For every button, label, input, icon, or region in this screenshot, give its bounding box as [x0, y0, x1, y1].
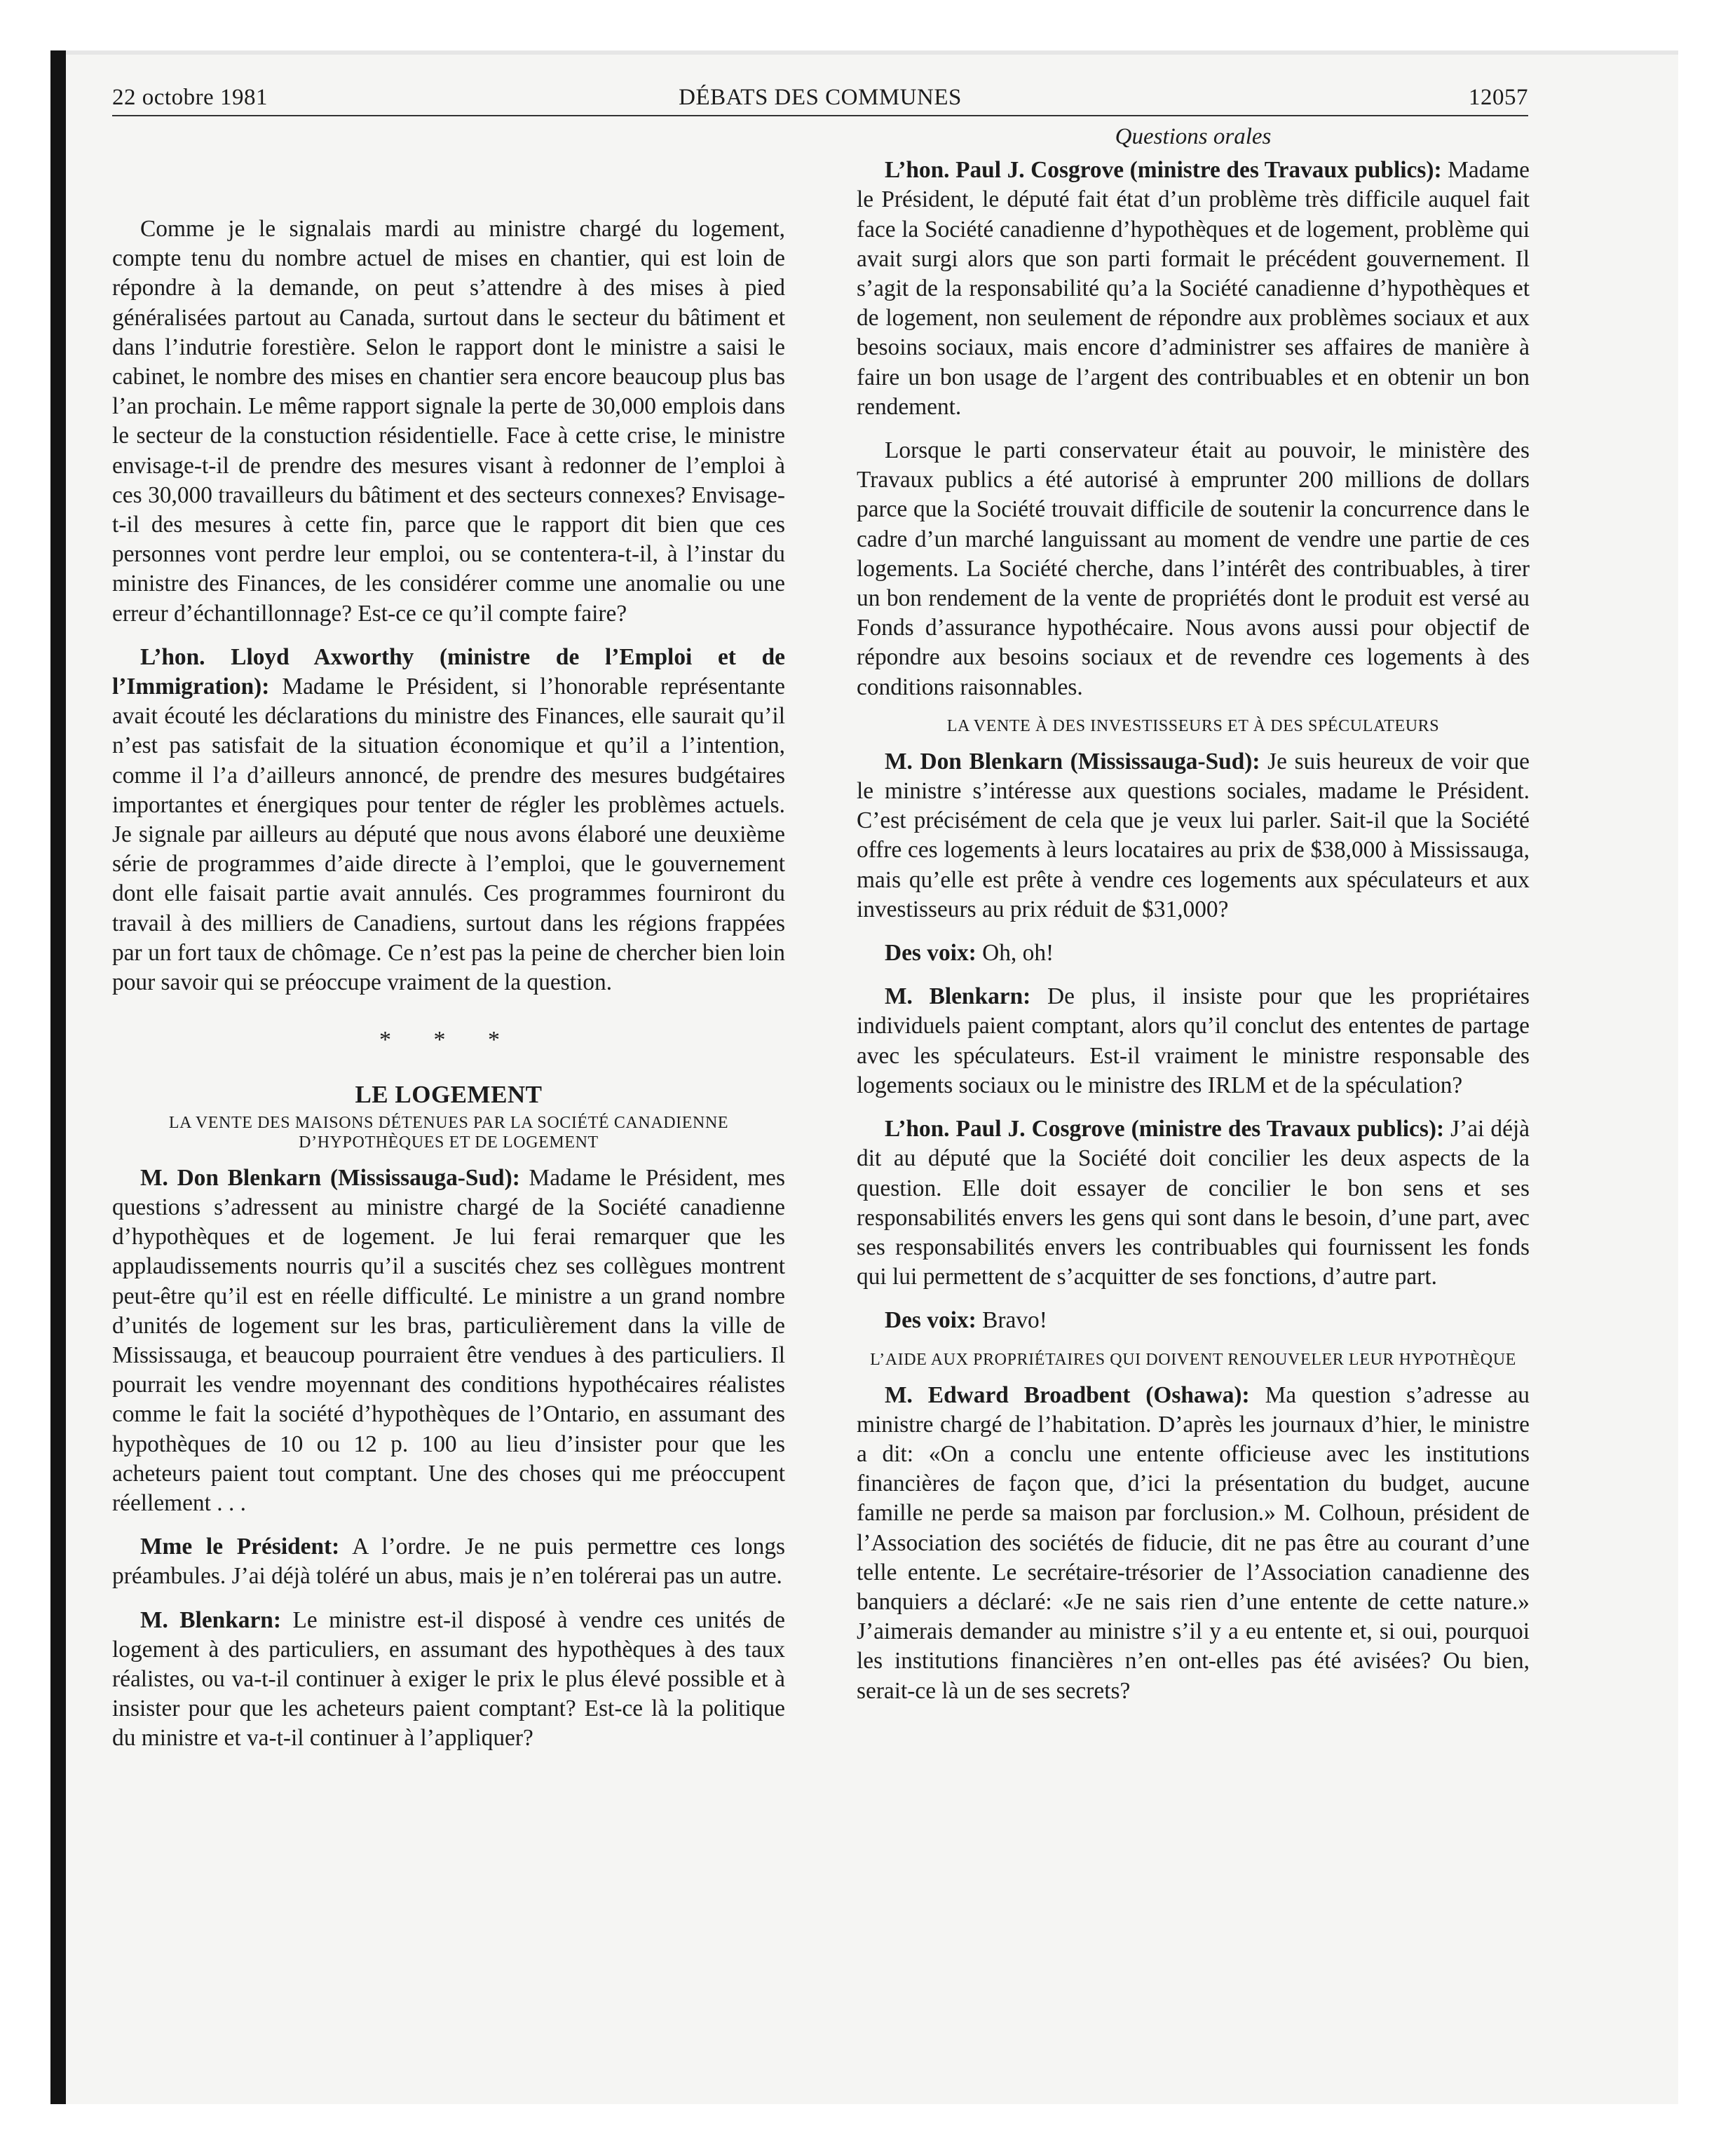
speech-text: Madame le Président, si l’honorable représentante avait écouté les déclarations du ministre des Finances, elle saurait qu’il n’est pas satisfait de la situation économique et qu’il a l’intention, comme il l’a d’ailleurs annoncé, de prendre des mesures budgétaires importantes et énergiques pour tenter de régler les problèmes actuels. Je signale par ailleurs au député que nous avons élaboré une deuxième série de programmes d’aide directe à l’emploi, que le gouvernement dont elle faisait partie avait annulés. Ces programmes fourniront du travail à des milliers de Canadiens, surtout dans les régions frappées par un fort taux de chômage. Ce n’est pas la peine de chercher bien loin pour savoir qui se préoccupe vraiment de la question.	[112, 674, 785, 996]
paragraph	[857, 1381, 1530, 1706]
speaker-name: L’hon. Paul J. Cosgrove (ministre des Travaux publics):	[885, 157, 1442, 184]
speaker-name: Des voix:	[885, 940, 977, 967]
speaker-name: M. Blenkarn:	[140, 1606, 282, 1633]
left-column	[112, 214, 785, 1768]
speech-text: Je suis heureux de voir que le ministre s’intéresse aux questions sociales, madame le Président. C’est précisément de cela que je veux lui parler. Sait-il que la Société offre ces logements à leurs locataires au prix de $38,000 à Mississauga, mais qu’elle est prête à vendre ces logements aux spéculateurs et aux investisseurs au prix réduit de $31,000?	[857, 748, 1530, 922]
speech-text: Le ministre est-il disposé à vendre ces unités de logement à des particuliers, en assumant des hypothèques à des taux réalistes, ou va-t-il continuer à exiger le prix le plus élevé possible et à insister pour que les acheteurs paient comptant? Est-ce là la politique du ministre et va-t-il continuer à l’appliquer?	[112, 1606, 785, 1752]
speech-text: J’ai déjà dit au député que la Société doit concilier les deux aspects de la question. Elle doit essayer de concilier le bon sens et ses responsabilités envers les gens qui sont dans le besoin, d’une part, avec ses responsabilités envers les contribuables qui fournissent les fonds qui lui permettent de s’acquitter de ses fonctions, d’autre part.	[857, 1116, 1530, 1290]
speaker-name: L’hon. Lloyd Axworthy (ministre de l’Emploi et de l’Immigration):	[112, 643, 785, 700]
paragraph	[857, 1114, 1530, 1292]
speech-text: Bravo!	[976, 1307, 1047, 1334]
speaker-name: L’hon. Paul J. Cosgrove (ministre des Travaux publics):	[885, 1116, 1445, 1142]
paragraph: Lorsque le parti conservateur était au pouvoir, le ministère des Travaux publics a été autorisé à emprunter 200 millions de dollars parce que la Société trouvait difficile de soutenir la concurrence dans le cadre d’un marché languissant au moment de vendre une partie de ces logements. La Société cherche, dans l’intérêt des contribuables, à tirer un bon rendement de la vente de propriétés dont le produit est versé au Fonds d’assurance hypothécaire. Nous avons aussi pour objectif de répondre aux besoins sociaux et de revendre ces logements à des conditions raisonnables.	[857, 437, 1530, 700]
speech-text: De plus, il insiste pour que les propriétaires individuels paient comptant, alors qu’il conclut des ententes de partage avec les spéculateurs. Est-il vraiment le ministre responsable des logements sociaux ou le ministre des IRLM et de la spéculation?	[857, 983, 1530, 1098]
speech-text: Madame le Président, le député fait état d’un problème très difficile auquel fait face la Société canadienne d’hypothèques et de logement, problème qui avait surgi alors que son parti formait le précédent gouvernement. Il s’agit de la responsabilité qu’a la Société canadienne d’hypothèques et de logement, non seulement de répondre aux problèmes sociaux et aux besoins sociaux, mais encore d’administrer ses affaires de manière à faire un bon usage de l’argent des contribuables et en obtenir un bon rendement.	[857, 157, 1530, 420]
header-page-number: 12057	[1469, 85, 1528, 110]
speech-text: Ma question s’adresse au ministre chargé de l’habitation. D’après les journaux d’hier, le ministre a dit: «On a conclu une entente officieuse avec les institutions financières de façon que, d’ici la présentation du budget, aucune famille ne perde sa maison par forclusion.» M. Colhoun, président de l’Association des sociétés de fiducie, dit ne pas être au courant d’une telle entente. Le secrétaire-trésorier de l’Association canadienne des banquiers a déclaré: «Je ne sais rien d’une entente de cette nature.» J’aimerais demander au ministre s’il y a eu entente et, si oui, pourquoi les institutions financières n’en ont-elles pas été avisées? Ou bien, serait-ce là un de ses secrets?	[857, 1381, 1530, 1704]
scan-border	[50, 50, 66, 2104]
paragraph	[857, 939, 1530, 968]
paragraph	[112, 1164, 785, 1518]
section-label: Questions orales	[1115, 124, 1272, 149]
speaker-name: Des voix:	[885, 1307, 977, 1334]
paragraph	[112, 643, 785, 997]
section-subheading: LA VENTE À DES INVESTISSEURS ET À DES SPÉCULATEURS	[946, 716, 1440, 735]
paragraph	[112, 1606, 785, 1754]
speech-text: Oh, oh!	[976, 940, 1054, 967]
paragraph	[857, 1306, 1530, 1335]
header-title: DÉBATS DES COMMUNES	[679, 85, 962, 110]
right-column	[857, 119, 1530, 1720]
paragraph: Comme je le signalais mardi au ministre chargé du logement, compte tenu du nombre actuel de mises en chantier, qui est loin de répondre à la demande, on peut s’attendre à des mises à pied généralisées partout au Canada, surtout dans le secteur du bâtiment et dans l’indutrie forestière. Selon le rapport dont le ministre a saisi le cabinet, le nombre des mises en chantier sera encore beaucoup plus bas l’an prochain. Le même rapport signale la perte de 30,000 emplois dans le secteur de la constuction résidentielle. Face à cette crise, le ministre envisage-t-il de prendre des mesures visant à redonner de l’emploi à ces 30,000 travailleurs du bâtiment et des secteurs connexes? Envisage-t-il des mesures à cette fin, parce que le rapport dit bien que ces personnes vont perdre leur emploi, ou se contentera-t-il, à l’instar du ministre des Finances, de les considérer comme une anomalie ou une erreur d’échantillonnage? Est-ce ce qu’il compte faire?	[112, 216, 785, 627]
header-date: 22 octobre 1981	[112, 85, 268, 110]
speaker-name: M. Blenkarn:	[885, 983, 1031, 1010]
paragraph	[857, 156, 1530, 422]
paragraph	[857, 982, 1530, 1100]
speech-text: A l’ordre. Je ne puis permettre ces longs préambules. J’ai déjà toléré un abus, mais je n’en tolérerai pas un autre.	[112, 1534, 786, 1590]
speaker-name: M. Edward Broadbent (Oshawa):	[885, 1381, 1250, 1408]
speech-text: Madame le Président, mes questions s’adressent au ministre chargé de la Société canadienne d’hypothèques et de logement. Je lui ferai remarquer que les applaudissements nourris qu’il a suscités chez ses collègues montrent peut-être qu’il est en réelle difficulté. Le ministre a un grand nombre d’unités de logement sur les bras, particulièrement dans la ville de Mississauga, et beaucoup pourraient être vendues à des particuliers. Il pourrait les vendre moyennant des conditions hypothécaires réalistes comme le fait la société d’hypothèques de l’Ontario, en assumant des hypothèques de 10 ou 12 p. 100 au lieu d’insister pour que les acheteurs paient tout comptant. Une des choses qui me préoccupent réellement . . .	[112, 1164, 785, 1516]
section-heading: LE LOGEMENT	[355, 1081, 543, 1109]
speaker-name: M. Don Blenkarn (Mississauga-Sud):	[885, 748, 1260, 775]
section-subheading: L’AIDE AUX PROPRIÉTAIRES QUI DOIVENT RENOUVELER LEUR HYPOTHÈQUE	[870, 1350, 1516, 1369]
section-subheading: LA VENTE DES MAISONS DÉTENUES PAR LA SOCIÉTÉ CANADIENNE D’HYPOTHÈQUES ET DE LOGEMENT	[168, 1113, 729, 1152]
paragraph	[857, 747, 1530, 925]
paragraph	[112, 1532, 785, 1591]
section-separator: * * *	[379, 1027, 518, 1053]
speaker-name: M. Don Blenkarn (Mississauga-Sud):	[140, 1164, 520, 1191]
page-header	[112, 73, 1528, 116]
speaker-name: Mme le Président:	[140, 1534, 340, 1560]
